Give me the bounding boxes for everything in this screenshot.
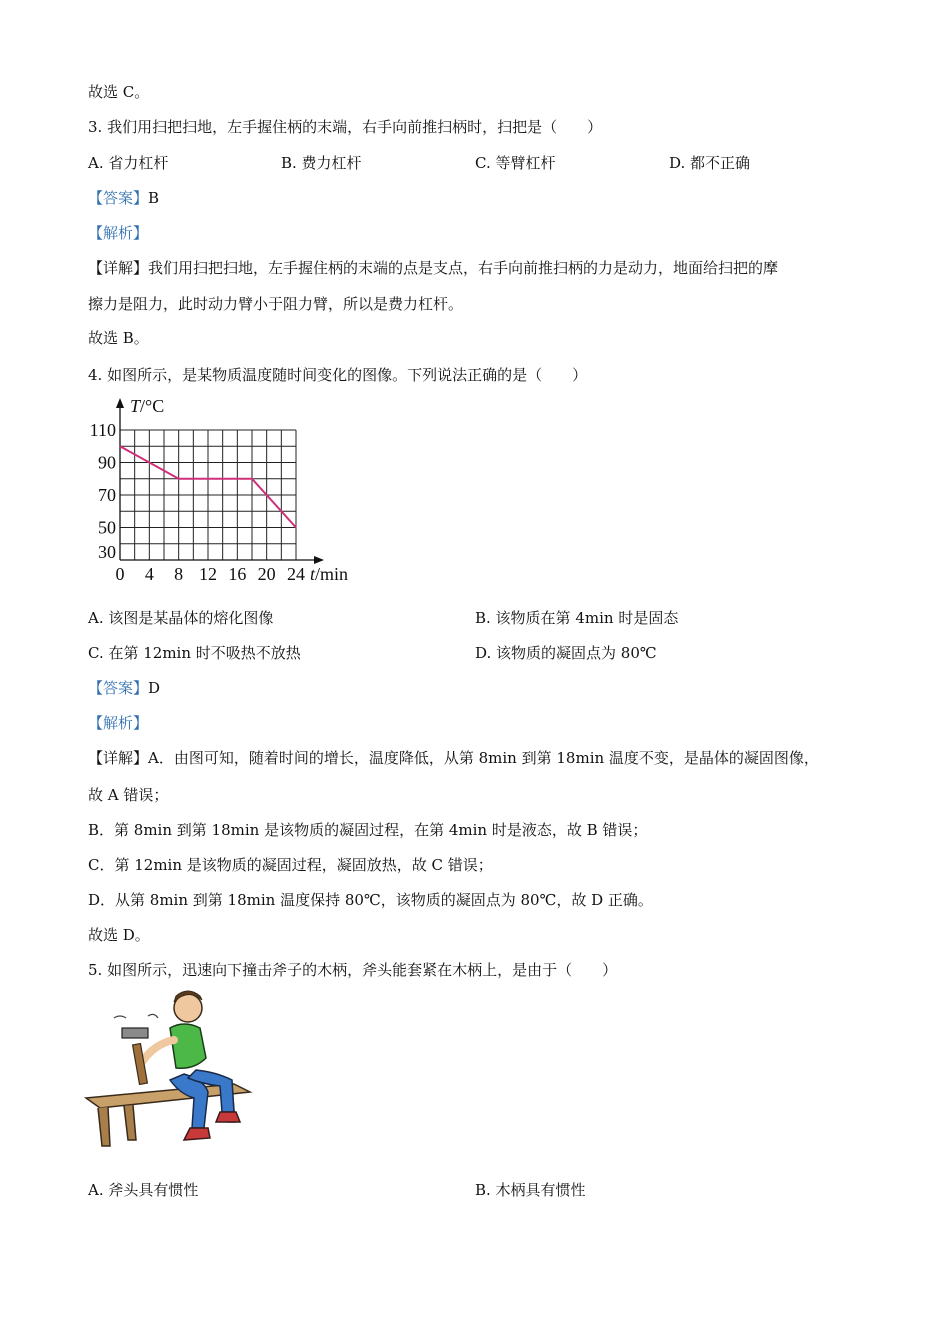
q4-answer — [88, 678, 160, 698]
q3-conclusion: 故选 B。 — [88, 329, 149, 347]
q3-stem: 3. 我们用扫把扫地，左手握住柄的末端，右手向前推扫柄时，扫把是（ ） — [88, 118, 603, 136]
temperature-time-graph — [86, 392, 366, 588]
q4-detail-3: B．第 8min 到第 18min 是该物质的凝固过程，在第 4min 时是液态，故 B 错误； — [88, 821, 648, 839]
detail-tag: 【详解】 — [88, 259, 149, 277]
q2-conclusion: 故选 C。 — [88, 83, 150, 101]
detail-text: A．由图可知，随着时间的增长，温度降低，从第 8min 到第 18min 温度不变，是晶体的凝固图像， — [148, 749, 819, 767]
q4-analysis-tag: 【解析】 — [88, 714, 149, 732]
q3-detail-2: 擦力是阻力，此时动力臂小于阻力臂，所以是费力杠杆。 — [88, 295, 464, 313]
q4-option-d: D. 该物质的凝固点为 80℃ — [475, 644, 657, 662]
q4-detail-1 — [88, 748, 819, 768]
q5-option-a: A. 斧头具有惯性 — [88, 1181, 199, 1199]
q4-detail-4: C．第 12min 是该物质的凝固过程，凝固放热，故 C 错误； — [88, 856, 493, 874]
answer-value: D — [148, 679, 161, 697]
q3-option-d: D. 都不正确 — [669, 154, 751, 172]
answer-tag: 【答案】 — [88, 189, 149, 207]
chart-grid — [120, 430, 296, 560]
x-tick-label: 16 — [228, 564, 247, 584]
detail-tag: 【详解】 — [88, 749, 149, 767]
boy-hammering-axe-illustration — [84, 988, 254, 1152]
q3-option-c: C. 等臂杠杆 — [475, 154, 556, 172]
x-tick-label: 20 — [257, 564, 276, 584]
q4-stem: 4. 如图所示，是某物质温度随时间变化的图像。下列说法正确的是（ ） — [88, 366, 588, 384]
q4-detail-2: 故 A 错误； — [88, 786, 169, 804]
q3-analysis-tag: 【解析】 — [88, 224, 149, 242]
y-tick-label: 50 — [98, 517, 116, 538]
x-tick-label: 24 — [287, 564, 305, 584]
y-axis-arrow — [116, 398, 124, 408]
q4-option-b: B. 该物质在第 4min 时是固态 — [475, 609, 679, 627]
x-axis-arrow — [314, 556, 324, 564]
q3-option-a: A. 省力杠杆 — [88, 154, 169, 172]
chart-axes — [116, 398, 324, 564]
x-tick-label: 8 — [174, 564, 184, 584]
q3-answer — [88, 188, 159, 208]
q4-conclusion: 故选 D。 — [88, 926, 150, 944]
q4-option-c: C. 在第 12min 时不吸热不放热 — [88, 644, 301, 662]
q4-detail-5: D．从第 8min 到第 18min 温度保持 80℃，该物质的凝固点为 80℃，故 D 正确。 — [88, 891, 653, 909]
x-tick-label: 4 — [144, 564, 154, 584]
q5-stem: 5. 如图所示，迅速向下撞击斧子的木柄，斧头能套紧在木柄上，是由于（ ） — [88, 961, 618, 979]
answer-value: B — [148, 189, 160, 207]
y-tick-label: 70 — [98, 485, 116, 505]
q5-option-b: B. 木柄具有惯性 — [475, 1181, 586, 1199]
x-tick-label: 0 — [115, 564, 125, 584]
detail-text: 我们用扫把扫地，左手握住柄的末端的点是支点，右手向前推扫柄的力是动力，地面给扫把的摩 — [148, 259, 779, 277]
y-tick-label: 90 — [98, 452, 116, 473]
q3-detail-1 — [88, 258, 778, 278]
x-axis-label: t/min — [310, 564, 349, 584]
y-axis-label: T/°C — [130, 396, 165, 416]
answer-tag: 【答案】 — [88, 679, 149, 697]
q4-option-a: A. 该图是某晶体的熔化图像 — [88, 609, 274, 627]
q3-option-b: B. 费力杠杆 — [281, 154, 362, 172]
chart-labels — [90, 396, 348, 584]
y-tick-label: 30 — [98, 542, 116, 562]
y-tick-label: 110 — [89, 420, 116, 440]
x-tick-label: 12 — [199, 564, 217, 584]
